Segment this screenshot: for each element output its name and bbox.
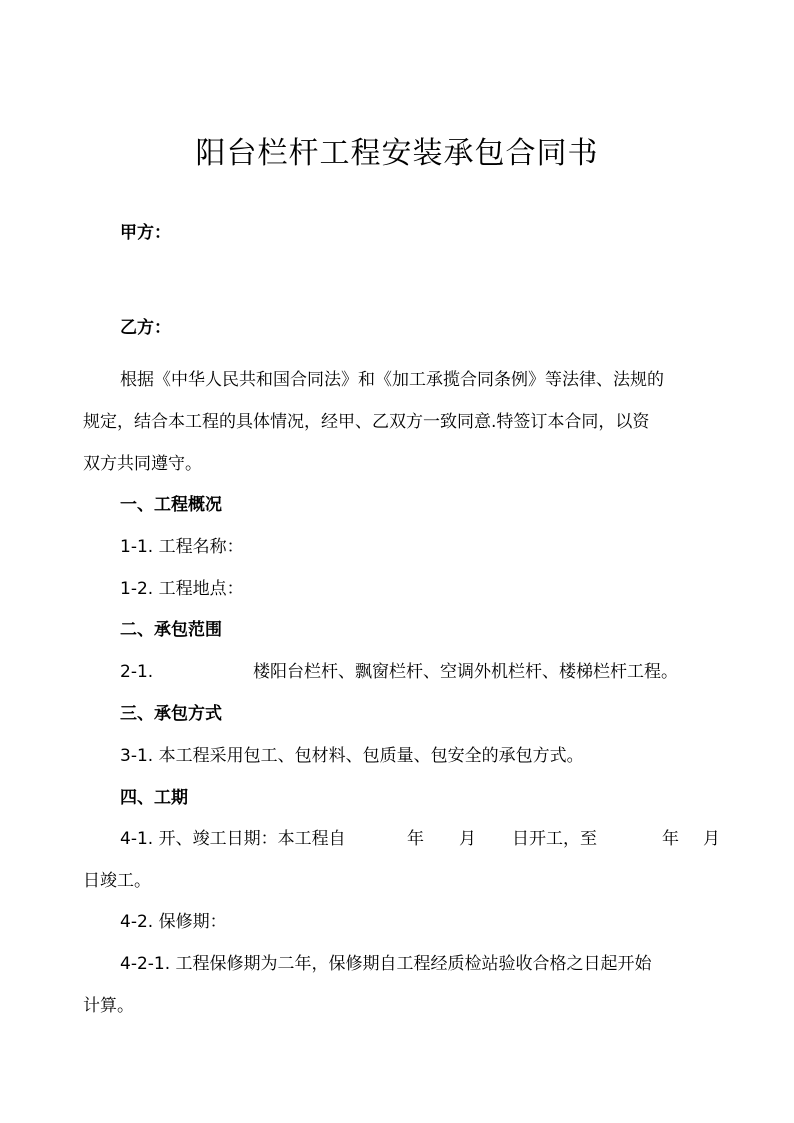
section-2-heading: 二、承包范围 (120, 620, 222, 640)
intro-line-1: 根据《中华人民共和国合同法》和《加工承揽合同条例》等法律、法规的 (120, 370, 664, 390)
section-3-item-1: 3-1. 本工程采用包工、包材料、包质量、包安全的承包方式。 (120, 746, 584, 766)
section-3-heading: 三、承包方式 (120, 704, 222, 724)
start-month-unit: 月 (459, 829, 476, 849)
section-2-item-1-text: 楼阳台栏杆、飘窗栏杆、空调外机栏杆、楼梯栏杆工程。 (253, 662, 678, 682)
section-4-item-2-1-line-2: 计算。 (83, 996, 134, 1016)
section-4-item-2: 4-2. 保修期： (120, 912, 227, 932)
end-month-unit: 月 (703, 829, 720, 849)
intro-line-3: 双方共同遵守。 (83, 454, 202, 474)
party-a-label: 甲方： (120, 223, 171, 243)
start-year-unit: 年 (407, 829, 424, 849)
end-year-unit: 年 (662, 829, 679, 849)
section-1-heading: 一、工程概况 (120, 495, 222, 515)
section-2-item-1-number: 2-1. (120, 662, 154, 682)
intro-line-2: 规定，结合本工程的具体情况，经甲、乙双方一致同意.特签订本合同，以资 (83, 412, 650, 432)
section-1-item-2: 1-2. 工程地点： (120, 579, 244, 599)
section-4-item-1-start: 4-1. 开、竣工日期：本工程自 (120, 829, 346, 849)
section-4-item-1-end: 日竣工。 (83, 871, 151, 891)
start-day-unit: 日开工，至 (512, 829, 597, 849)
document-title: 阳台栏杆工程安装承包合同书 (195, 136, 599, 171)
section-1-item-1: 1-1. 工程名称： (120, 537, 244, 557)
section-4-heading: 四、工期 (120, 788, 188, 808)
party-b-label: 乙方： (120, 318, 171, 338)
section-4-item-2-1-line-1: 4-2-1. 工程保修期为二年，保修期自工程经质检站验收合格之日起开始 (120, 954, 652, 974)
